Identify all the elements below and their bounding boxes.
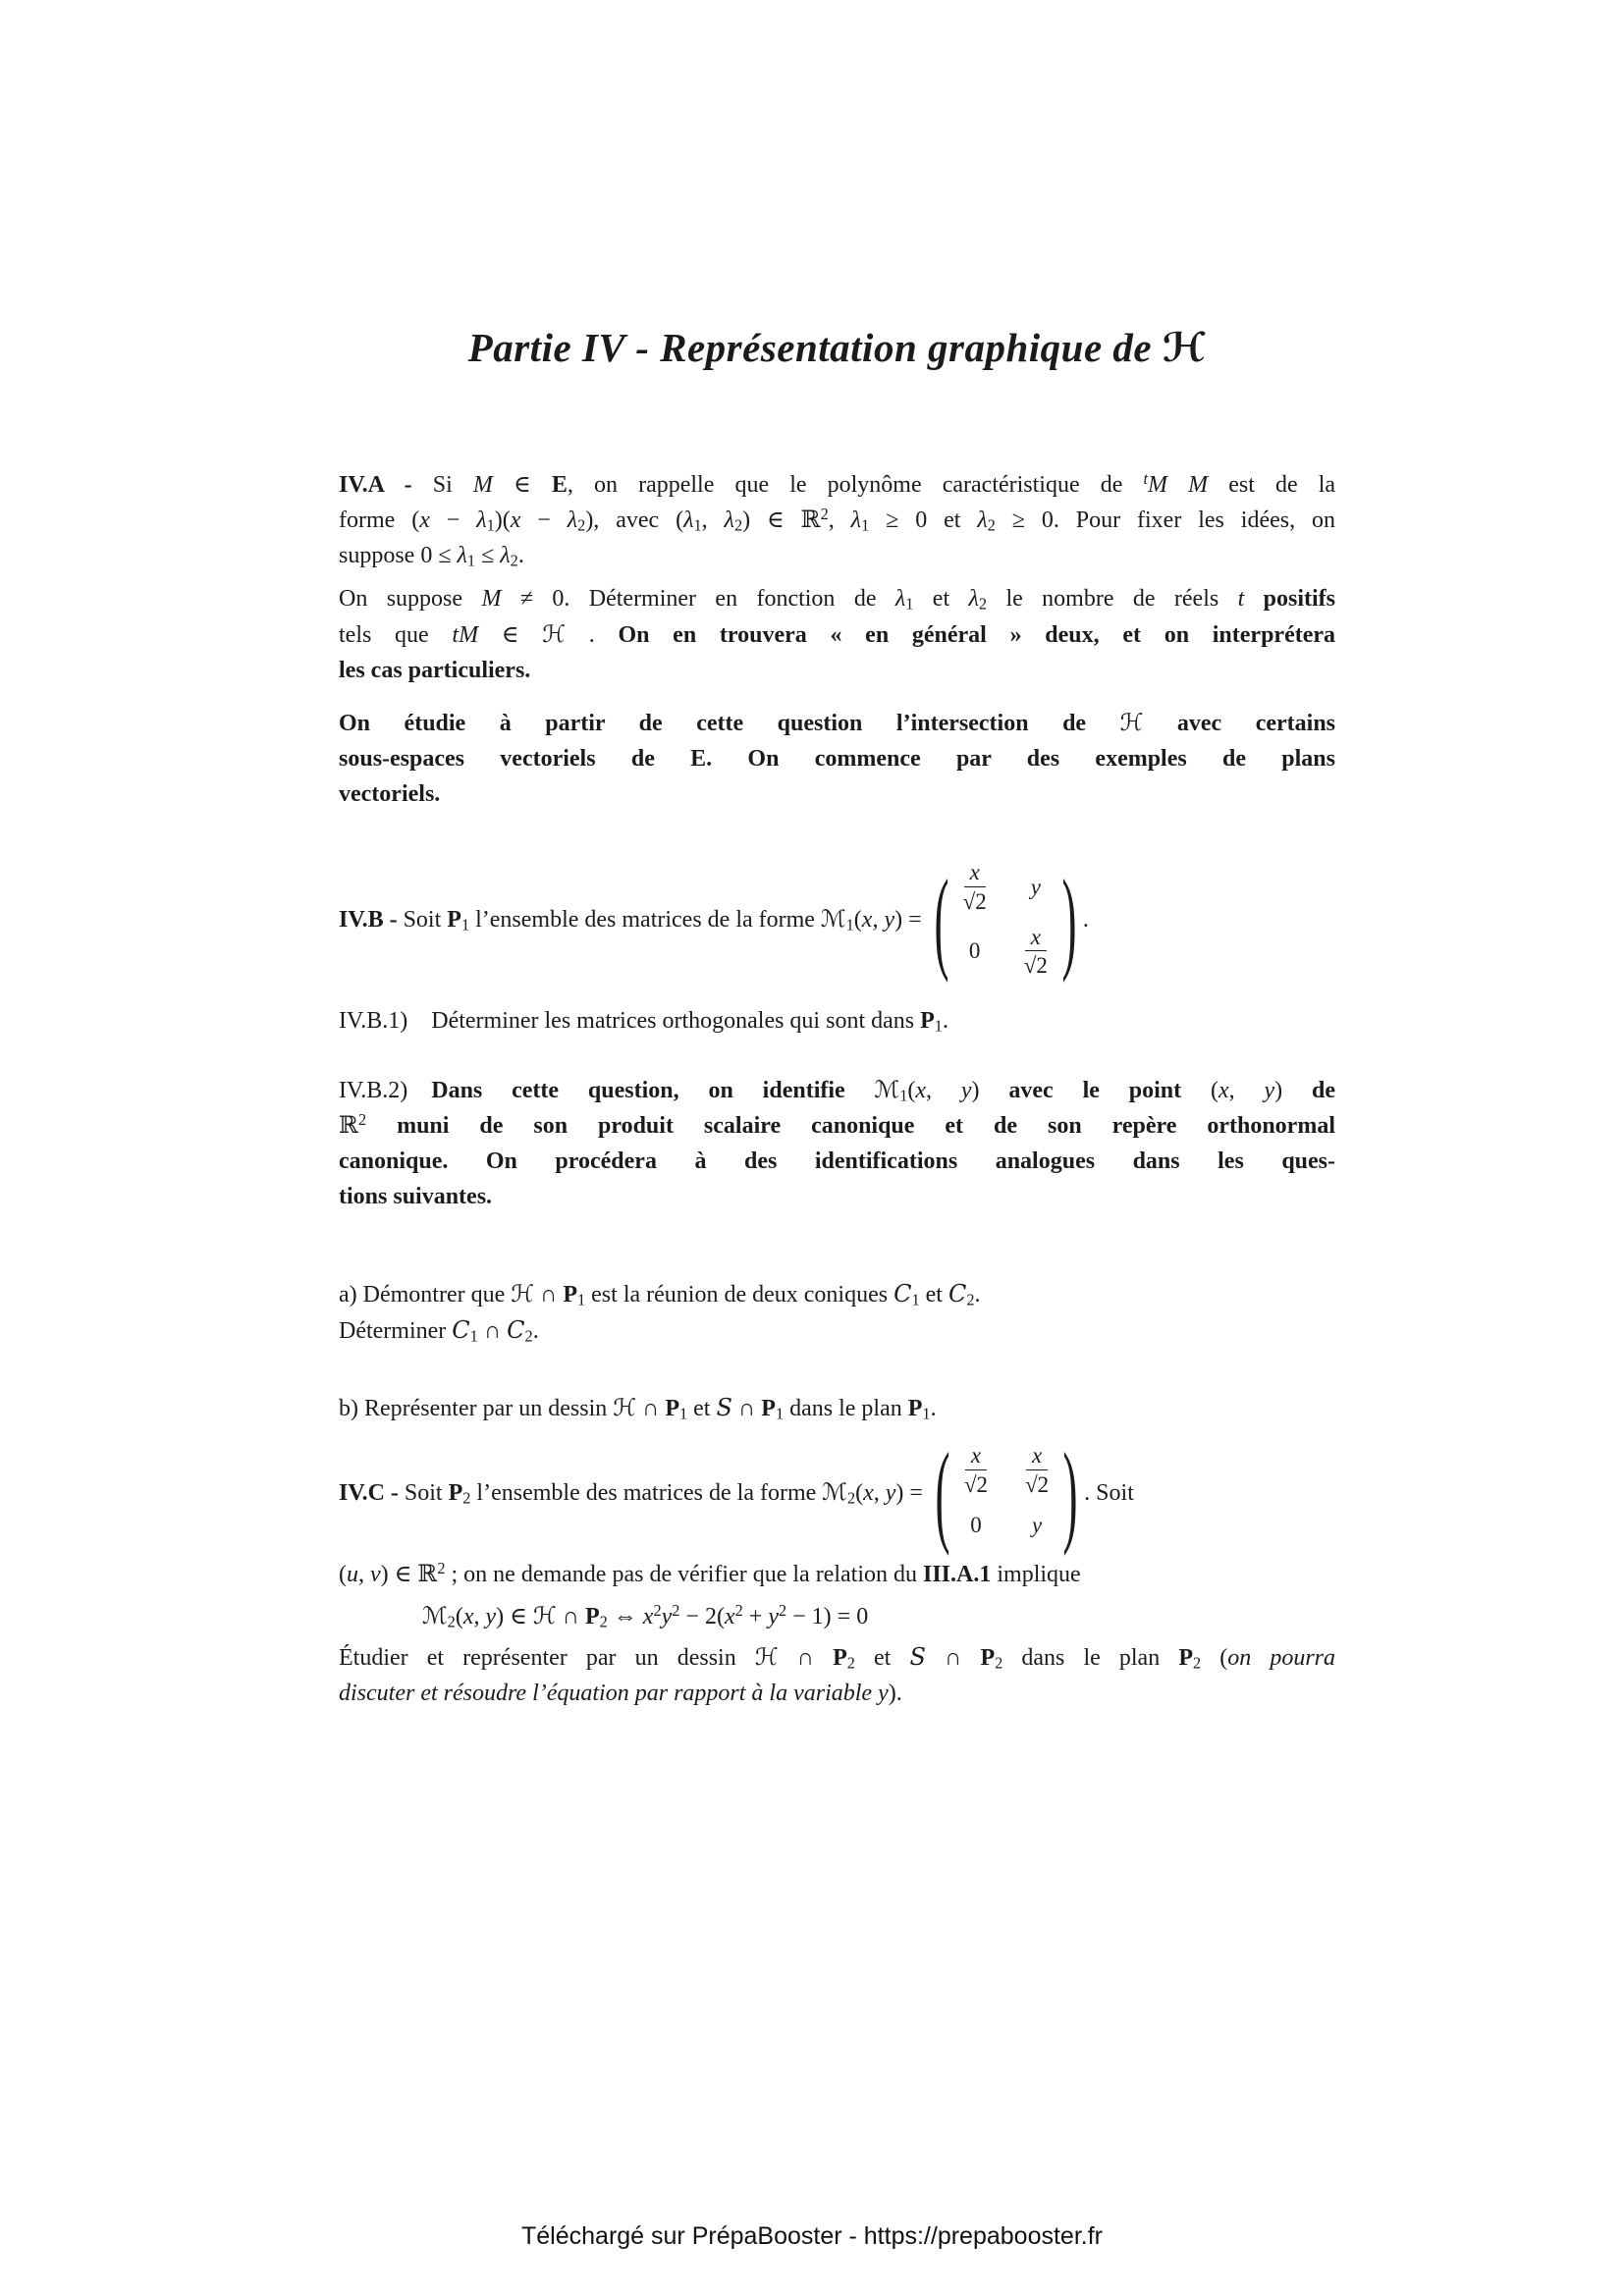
paragraph-question-a: a) Démontrer que ℋ ∩ $P_1$ est la réunion de deux coniques $C_1$ et $C_2$. Déterminer $C_1$ ∩ $C_2$. [339, 1280, 981, 1346]
matrix-cell: 0 [970, 1512, 982, 1537]
fraction-numerator: x [1025, 925, 1047, 952]
matrix-cell: y [1030, 874, 1041, 899]
paragraph-suppose-m: On suppose M ≠ 0. Déterminer en fonction de $\lambda_1$ et $\lambda_2$ le nombre de réels t positifs tels que tM ∈ ℋ . On en trouvera « en général » deux, et on interprétera les cas particuliers. [339, 586, 1336, 683]
paragraph-etude-intro: On étudie à partir de cette question l’intersection de ℋ avec certains sous-espaces vectoriels de E. On commence par des exemples de plans vectoriels. [339, 709, 1335, 807]
matrix-cell: y [1032, 1512, 1043, 1537]
right-paren: ) [1061, 856, 1077, 983]
footer-credit: Téléchargé sur PrépaBooster - https://prepabooster.fr [521, 2222, 1103, 2250]
fraction-numerator: x [964, 860, 986, 887]
paragraph-iv-c [339, 1429, 1335, 1557]
paragraph-etudier: Étudier et représenter par un dessin ℋ ∩ $P_2$ et S ∩ $P_2$ dans le plan $P_2$ (on pourra discuter et résoudre l’équation par rapport à la variable y). [339, 1643, 1336, 1706]
fraction-denominator: √2 [1025, 1471, 1050, 1497]
matrix-cell-frac [1023, 1443, 1051, 1498]
matrix-cell-frac [961, 860, 989, 915]
left-paren: ( [935, 1429, 950, 1557]
matrix-m2-cells [952, 1443, 1060, 1543]
matrix-m2 [933, 1429, 1080, 1557]
iv-c-text: IV.C - Soit $P_2$ l’ensemble des matrices de la forme ℳ$_2$(x, y) = [339, 1478, 929, 1508]
left-paren: ( [934, 856, 949, 983]
matrix-cell-frac [962, 1443, 990, 1498]
page-title: Partie IV - Représentation graphique de ℋ [467, 324, 1207, 371]
iv-c-suffix: . Soit [1084, 1479, 1134, 1506]
matrix-m1 [932, 856, 1079, 983]
right-paren: ) [1062, 1429, 1078, 1557]
paragraph-uv: (u, v) ∈ ℝ$^2$ ; on ne demande pas de vérifier que la relation du III.A.1 implique [339, 1558, 1081, 1587]
paragraph-iv-a: IV.A - Si M ∈ E, on rappelle que le polynôme caractéristique de $^t$M M est de la forme $(x - \lambda_1)(x - \lambda_2)$, avec ($\lambda_1$, $\lambda_2$) ∈ ℝ$^2$, $\lambda_1 \ge 0$ et $\lambda_2 \ge 0$. Pour fixer les idées, on suppose $0 \le \lambda_1 \le \lambda_2$. [339, 468, 1336, 570]
paragraph-iv-b1: IV.B.1) Déterminer les matrices orthogonales qui sont dans $P_1$. [339, 1008, 948, 1036]
paragraph-iv-b2: IV.B.2) Dans cette question, on identifie ℳ$_1$(x, y) avec le point (x, y) de ℝ$^2$ muni de son produit scalaire canonique et de son repère orthonormal canonique. On procédera à des identifications analogues dans les ques- tions suivantes. [339, 1076, 1336, 1209]
matrix-cell-frac [1022, 925, 1050, 980]
fraction-denominator: √2 [962, 888, 987, 914]
fraction-denominator: √2 [1023, 953, 1048, 979]
matrix-m1-cells [951, 860, 1059, 979]
fraction-numerator: x [1026, 1443, 1048, 1470]
display-equation: ℳ$_2$(x, y) ∈ ℋ ∩ $P_2$ ⇔ $x^2y^2 - 2(x^2 + y^2 - 1) = 0$ [422, 1600, 869, 1631]
fraction-denominator: √2 [963, 1471, 989, 1497]
iv-b-text: IV.B - Soit $P_1$ l’ensemble des matrices de la forme ℳ$_1$(x, y) = [339, 905, 928, 934]
paragraph-iv-b [339, 856, 1335, 983]
fraction-numerator: x [965, 1443, 987, 1470]
matrix-cell: 0 [968, 938, 981, 964]
paragraph-question-b: b) Représenter par un dessin ℋ ∩ $P_1$ et S ∩ $P_1$ dans le plan $P_1$. [339, 1394, 937, 1423]
iv-b-suffix: . [1082, 906, 1089, 933]
